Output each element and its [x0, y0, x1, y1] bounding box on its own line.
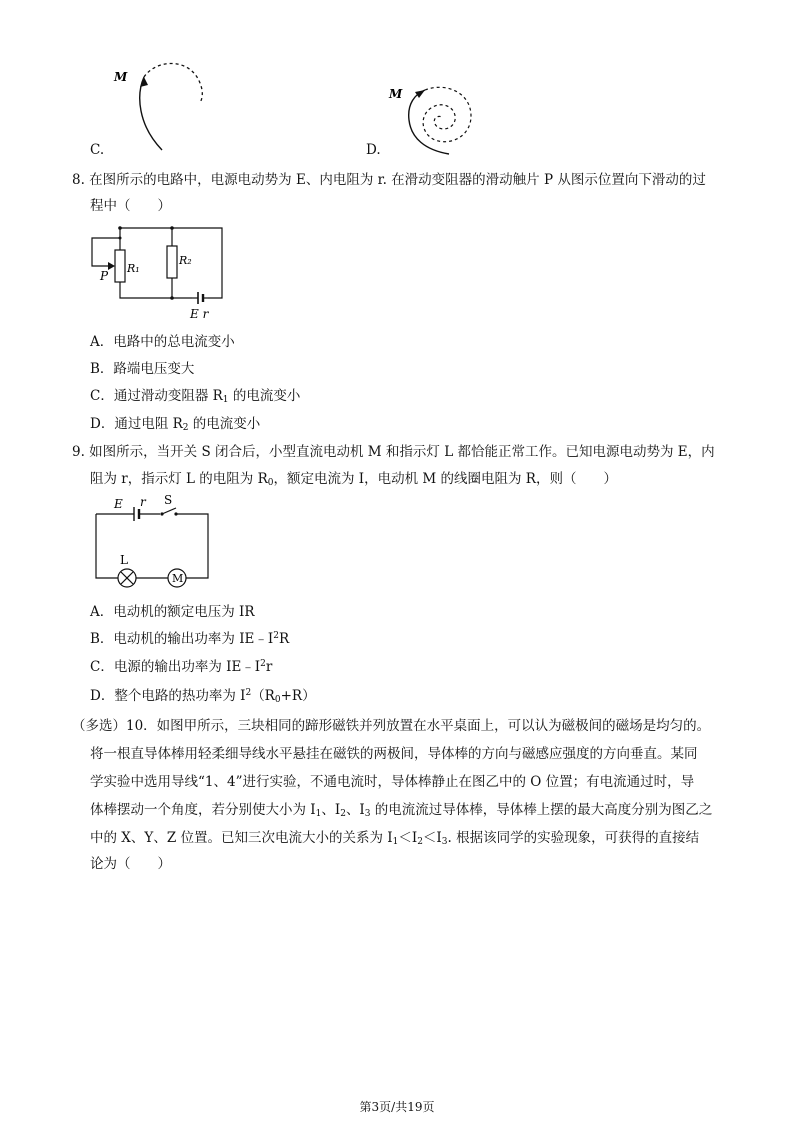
q9-option-d: D．整个电路的热功率为 $I^2(R_0+R)$ [90, 688, 316, 705]
q8-circuit-diagram [88, 222, 228, 322]
q9-label-m: M [172, 572, 184, 585]
q8-option-b: B．路端电压变大 [90, 361, 195, 377]
q9-option-a: A．电动机的额定电压为 IR [90, 604, 255, 620]
q8-option-a: A．电路中的总电流变小 [90, 334, 235, 350]
q9-label-l: L [120, 553, 128, 567]
q9-option-c: C．电源的输出功率为 $IE﹣I^2r$ [90, 659, 273, 675]
q8-stem-line1: 8. 在图所示的电路中，电源电动势为 E、内电阻为 r. 在滑动变阻器的滑动触片 P 从图示位置向下滑动的过 [72, 172, 706, 188]
q9-option-b: B．电动机的输出功率为 $IE﹣I^2R$ [90, 631, 290, 647]
q8-stem-line2: 程中（ ） [90, 198, 171, 214]
q8-option-c: C．通过滑动变阻器 $R_1$ 的电流变小 [90, 388, 301, 405]
q10-stem-line6: 论为（ ） [90, 856, 171, 872]
q8-option-d: D．通过电阻 $R_2$ 的电流变小 [90, 416, 261, 433]
q7-option-c: C. [90, 142, 105, 158]
q10-stem-line3: 学实验中选用导线“1、4”进行实验，不通电流时，导体棒静止在图乙中的 O 位置；有电流通过时，导 [90, 774, 695, 790]
q9-circuit-diagram [90, 494, 215, 589]
q10-stem-line5: 中的 X、Y、Z 位置。已知三次电流大小的关系为 $I_1<I_2<I_3$. 根据该同学的实验现象，可获得的直接结 [90, 830, 700, 847]
q9-label-s: S [164, 494, 173, 507]
q9-label-e: E [114, 497, 123, 511]
q8-label-r2: R₂ [179, 254, 192, 267]
q8-label-p: P [100, 269, 109, 283]
q7-figure-c [110, 55, 220, 160]
q10-stem-line4: 体棒摆动一个角度，若分别使大小为 $I_1$、$I_2$、$I_3$ 的电流流过导体棒，导体棒上摆的最大高度分别为图乙之 [90, 802, 713, 819]
q8-label-er: E r [190, 307, 209, 321]
q9-label-r: r [140, 495, 146, 509]
q7-c-m-label: M [114, 70, 128, 84]
q10-stem-line1: （多选）10．如图甲所示，三块相同的蹄形磁铁并列放置在水平桌面上，可以认为磁极间的磁场是均匀的。 [72, 718, 711, 734]
q10-stem-line2: 将一根直导体棒用轻柔细导线水平悬挂在磁铁的两极间，导体棒的方向与磁感应强度的方向垂直。某同 [90, 746, 698, 762]
q8-label-r1: R₁ [127, 262, 140, 275]
q7-d-m-label: M [389, 87, 403, 101]
q9-stem-line2: 阻为 r，指示灯 L 的电阻为 $R_0$，额定电流为 I，电动机 M 的线圈电阻为 R，则（ ） [90, 471, 617, 488]
q7-figure-d [385, 68, 495, 163]
q7-option-d: D. [366, 142, 381, 158]
q9-stem-line1: 9. 如图所示，当开关 S 闭合后，小型直流电动机 M 和指示灯 L 都恰能正常工作。已知电源电动势为 E，内 [72, 444, 715, 460]
page-footer: 第3页/共19页 [359, 1100, 435, 1114]
